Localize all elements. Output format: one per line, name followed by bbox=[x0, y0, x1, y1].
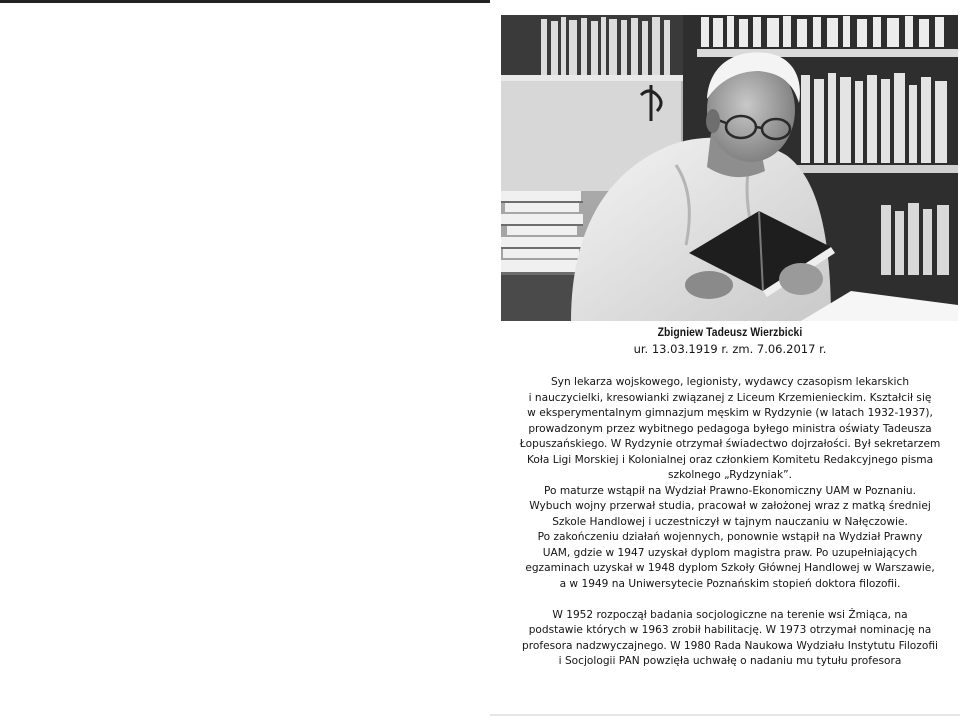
bio-line: egzaminach uzyskał w 1948 dyplom Szkoły Głównej Handlowej w Warszawie, bbox=[525, 562, 935, 574]
bio-line: prowadzonym przez wybitnego pedagoga byłego ministra oświaty Tadeusza bbox=[528, 422, 932, 435]
portrait-photo-drawing bbox=[501, 15, 958, 321]
bio-line: UAM, gdzie w 1947 uzyskał dyplom magistra praw. Po uzupełniających bbox=[542, 546, 918, 559]
bio-line: Szkole Handlowej i uczestniczył w tajnym nauczaniu w Nałęczowie. bbox=[552, 515, 908, 528]
bio-line: a w 1949 na Uniwersytecie Poznańskim stopień doktora filozofii. bbox=[559, 577, 901, 590]
bottom-edge-rule bbox=[490, 714, 960, 716]
bio-line: i Socjologii PAN powzięła uchwałę o nadaniu mu tytułu profesora bbox=[558, 655, 902, 667]
bio-line: Łopuszańskiego. W Rydzynie otrzymał świadectwo dojrzałości. Był sekretarzem bbox=[519, 438, 941, 450]
bio-line: szkolnego „Rydzyniak”. bbox=[668, 469, 792, 481]
person-name: Zbigniew Tadeusz Wierzbicki bbox=[657, 327, 803, 339]
bio-line: w eksperymentalnym gimnazjum męskim w Rydzynie (w latach 1932-1937), bbox=[527, 407, 933, 419]
life-dates: ur. 13.03.1919 r. zm. 7.06.2017 r. bbox=[633, 342, 827, 356]
paragraph-gap bbox=[486, 592, 960, 608]
portrait-photo bbox=[501, 15, 958, 321]
photo-caption bbox=[500, 326, 960, 357]
bio-line: Po zakończeniu działań wojennych, ponownie wstąpił na Wydział Prawny bbox=[537, 531, 923, 543]
bio-line: profesora nadzwyczajnego. W 1980 Rada Naukowa Wydziału Instytutu Filozofii bbox=[522, 639, 938, 652]
bio-line: podstawie których w 1963 zrobił habilitację. W 1973 otrzymał nominację na bbox=[528, 624, 932, 636]
top-edge-rule bbox=[0, 0, 490, 3]
biography-text bbox=[486, 375, 960, 670]
bio-line: i nauczycielki, kresowianki związanej z Liceum Krzemienieckim. Kształcił się bbox=[528, 391, 932, 404]
bio-line: Koła Ligi Morskiej i Kolonialnej oraz członkiem Komitetu Redakcyjnego pisma bbox=[526, 453, 934, 466]
bio-line: Syn lekarza wojskowego, legionisty, wydawcy czasopism lekarskich bbox=[550, 376, 910, 388]
bio-line: Wybuch wojny przerwał studia, pracował w założonej wraz z matką średniej bbox=[529, 500, 931, 512]
bio-line: W 1952 rozpoczął badania socjologiczne na terenie wsi Żmiąca, na bbox=[552, 608, 908, 621]
bio-line: Po maturze wstąpił na Wydział Prawno-Ekonomiczny UAM w Poznaniu. bbox=[543, 484, 917, 497]
